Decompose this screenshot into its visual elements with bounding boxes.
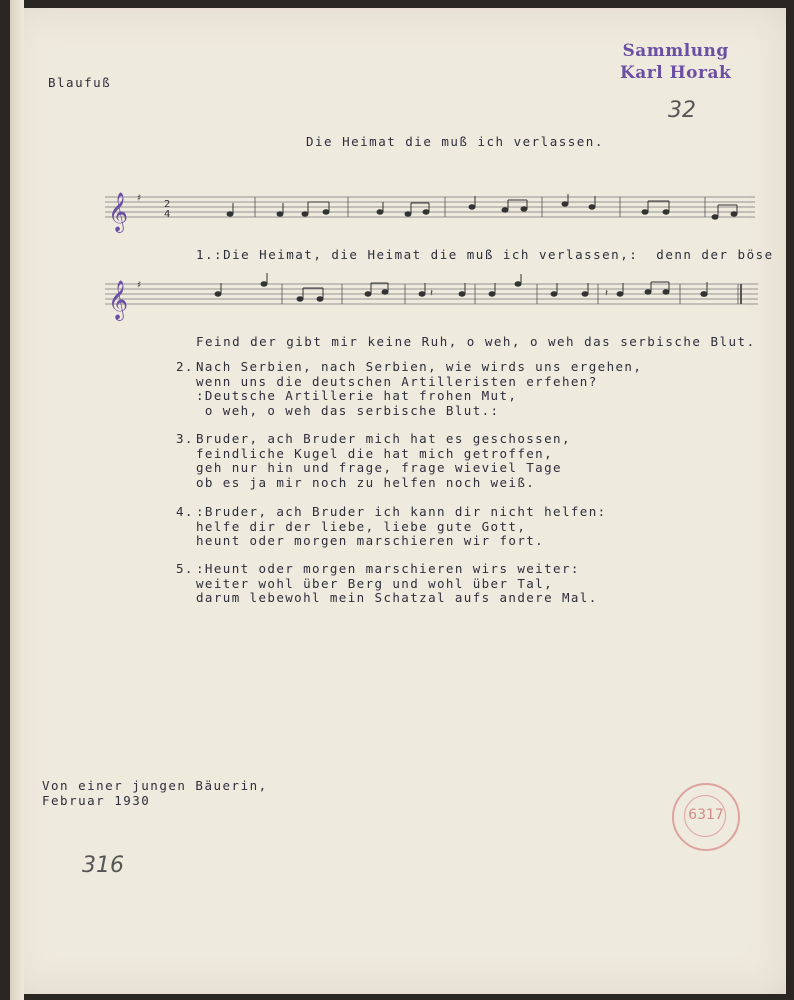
svg-text:♯: ♯ (136, 280, 143, 291)
collection-stamp-line2: Karl Horak (620, 63, 732, 83)
verse-line: ob es ja mir noch zu helfen noch weiß. (196, 474, 536, 490)
svg-text:4: 4 (164, 209, 171, 220)
treble-clef-icon: 𝄞 (108, 192, 129, 232)
verse-line: :Bruder, ach Bruder ich kann dir nicht helfen: (196, 504, 607, 519)
collection-stamp-line1: Sammlung (622, 41, 729, 61)
song-title: Die Heimat die muß ich verlassen. (306, 134, 604, 149)
collection-stamp (620, 40, 731, 84)
svg-text:𝄽: 𝄽 (605, 288, 609, 299)
music-staff-2 (100, 268, 770, 328)
verse-line: helfe dir der liebe, liebe gute Gott, (196, 518, 527, 534)
verse-line: geh nur hin und frage, frage wieviel Tage (196, 460, 562, 475)
lyric-line-2: Feind der gibt mir keine Ruh, o weh, o weh das serbische Blut. (196, 334, 756, 349)
verse-number: 2. (176, 359, 194, 374)
verse-3 (176, 431, 571, 490)
archive-stamp-number: 6317 (688, 807, 724, 823)
lyric-line-1: 1.:Die Heimat, die Heimat die muß ich verlassen,: denn der böse (196, 247, 774, 262)
pencil-archive-number: 316 (82, 853, 124, 878)
verse-line: weiter wohl über Berg und wohl über Tal, (196, 575, 554, 591)
svg-text:♯: ♯ (136, 193, 143, 204)
verse-line: feindliche Kugel die hat mich getroffen, (196, 445, 554, 461)
verse-line: heunt oder morgen marschieren wir fort. (196, 533, 545, 548)
svg-text:2: 2 (164, 199, 171, 210)
document-page (10, 8, 786, 994)
music-staff-1 (100, 183, 760, 239)
verse-line: :Heunt oder morgen marschieren wirs weiter: (196, 561, 580, 576)
pencil-page-number: 32 (668, 98, 696, 123)
place-name: Blaufuß (48, 75, 112, 90)
treble-clef-icon-2: 𝄞 (108, 280, 129, 320)
verse-line: Bruder, ach Bruder mich hat es geschossen, (196, 431, 571, 446)
svg-text:𝄽: 𝄽 (430, 288, 434, 299)
source-line-2: Februar 1930 (42, 793, 151, 808)
page-edge (10, 0, 24, 1000)
verse-2 (176, 359, 643, 418)
verse-line: o weh, o weh das serbische Blut.: (196, 402, 500, 418)
verse-number: 3. (176, 431, 194, 446)
verse-line: wenn uns die deutschen Artilleristen erfehen? (196, 373, 598, 389)
source-line-1: Von einer jungen Bäuerin, (42, 778, 268, 793)
verse-number: 5. (176, 561, 194, 576)
verse-line: :Deutsche Artillerie hat frohen Mut, (196, 388, 518, 403)
verse-5 (176, 561, 598, 606)
verse-number: 4. (176, 504, 194, 519)
verse-4 (176, 504, 607, 549)
verse-line: darum lebewohl mein Schatzal aufs andere Mal. (196, 590, 598, 605)
archive-stamp (672, 783, 740, 851)
verse-line: Nach Serbien, nach Serbien, wie wirds uns ergehen, (196, 359, 643, 374)
